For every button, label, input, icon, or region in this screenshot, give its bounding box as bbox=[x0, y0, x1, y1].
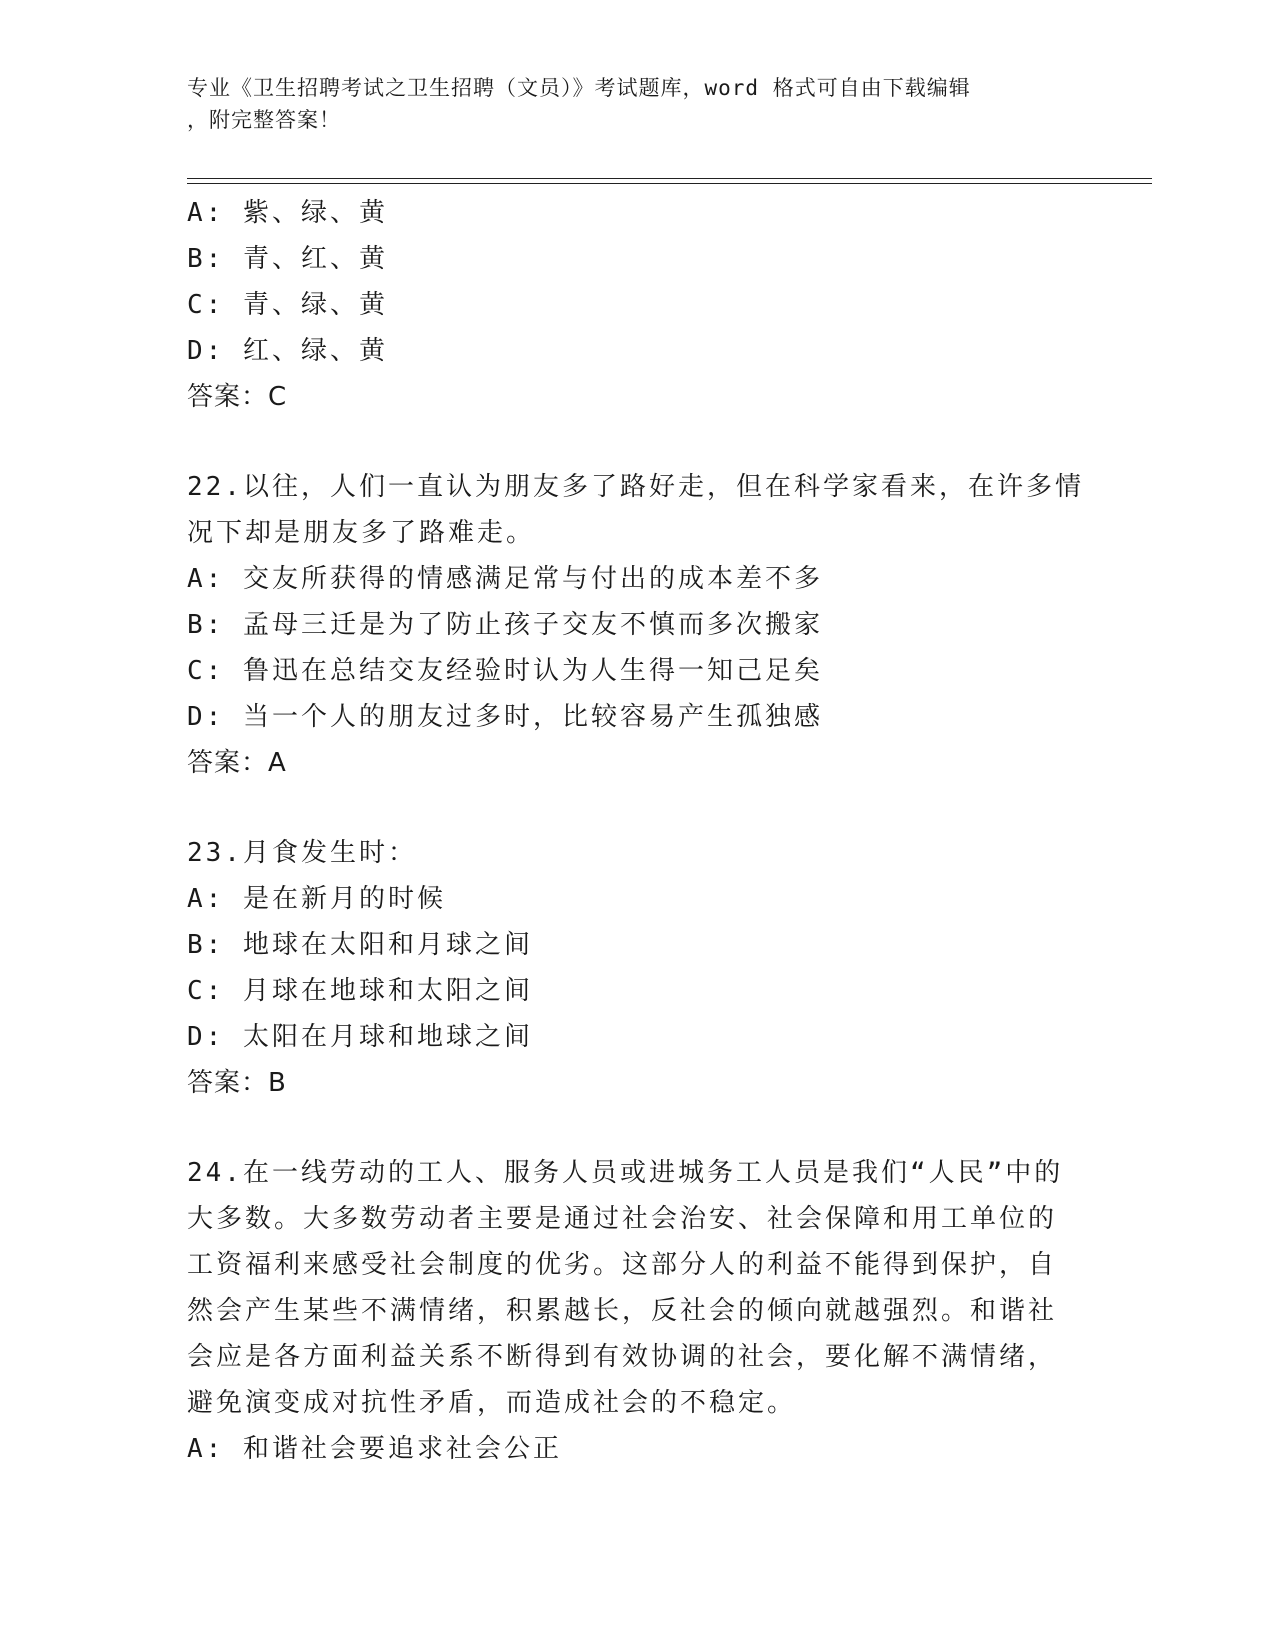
question-stem-line: 避免演变成对抗性矛盾，而造成社会的不稳定。 bbox=[187, 1388, 797, 1418]
question-stem-line: 22.以往，人们一直认为朋友多了路好走，但在科学家看来，在许多情 bbox=[187, 472, 1084, 502]
option-b: B: 地球在太阳和月球之间 bbox=[187, 930, 533, 960]
header-divider-top bbox=[187, 178, 1152, 179]
option-c: C: 鲁迅在总结交友经验时认为人生得一知己足矣 bbox=[187, 656, 823, 686]
question-21 bbox=[187, 190, 1087, 420]
header-line-2: ，附完整答案！ bbox=[187, 108, 341, 132]
spacer bbox=[187, 1106, 1087, 1150]
question-stem-line: 23.月食发生时： bbox=[187, 838, 417, 868]
option-a: A: 和谐社会要追求社会公正 bbox=[187, 1434, 562, 1464]
question-stem-line: 24.在一线劳动的工人、服务人员或进城务工人员是我们“人民”中的 bbox=[187, 1158, 1064, 1188]
option-a: A: 是在新月的时候 bbox=[187, 884, 446, 914]
option-c: C: 青、绿、黄 bbox=[187, 290, 388, 320]
header-divider-bottom bbox=[187, 183, 1152, 184]
spacer bbox=[187, 420, 1087, 464]
option-d: D: 红、绿、黄 bbox=[187, 336, 388, 366]
answer: 答案：C bbox=[187, 382, 288, 412]
option-b: B: 青、红、黄 bbox=[187, 244, 388, 274]
question-stem-line: 会应是各方面利益关系不断得到有效协调的社会，要化解不满情绪， bbox=[187, 1342, 1058, 1372]
option-c: C: 月球在地球和太阳之间 bbox=[187, 976, 533, 1006]
answer: 答案：A bbox=[187, 748, 287, 778]
spacer bbox=[187, 786, 1087, 830]
question-24 bbox=[187, 1150, 1087, 1472]
question-stem-line: 大多数。大多数劳动者主要是通过社会治安、社会保障和用工单位的 bbox=[187, 1204, 1058, 1234]
question-22 bbox=[187, 464, 1087, 786]
document-header bbox=[187, 72, 1087, 136]
question-stem-line: 况下却是朋友多了路难走。 bbox=[187, 518, 536, 548]
option-d: D: 太阳在月球和地球之间 bbox=[187, 1022, 533, 1052]
option-a: A: 交友所获得的情感满足常与付出的成本差不多 bbox=[187, 564, 823, 594]
question-list bbox=[187, 190, 1087, 1472]
question-23 bbox=[187, 830, 1087, 1106]
question-stem-line: 然会产生某些不满情绪，积累越长，反社会的倾向就越强烈。和谐社 bbox=[187, 1296, 1058, 1326]
question-stem-line: 工资福利来感受社会制度的优劣。这部分人的利益不能得到保护，自 bbox=[187, 1250, 1058, 1280]
option-a: A: 紫、绿、黄 bbox=[187, 198, 388, 228]
header-line-1: 专业《卫生招聘考试之卫生招聘（文员）》考试题库，word 格式可自由下载编辑 bbox=[187, 76, 971, 100]
answer: 答案：B bbox=[187, 1068, 287, 1098]
option-b: B: 孟母三迁是为了防止孩子交友不慎而多次搬家 bbox=[187, 610, 823, 640]
option-d: D: 当一个人的朋友过多时，比较容易产生孤独感 bbox=[187, 702, 823, 732]
